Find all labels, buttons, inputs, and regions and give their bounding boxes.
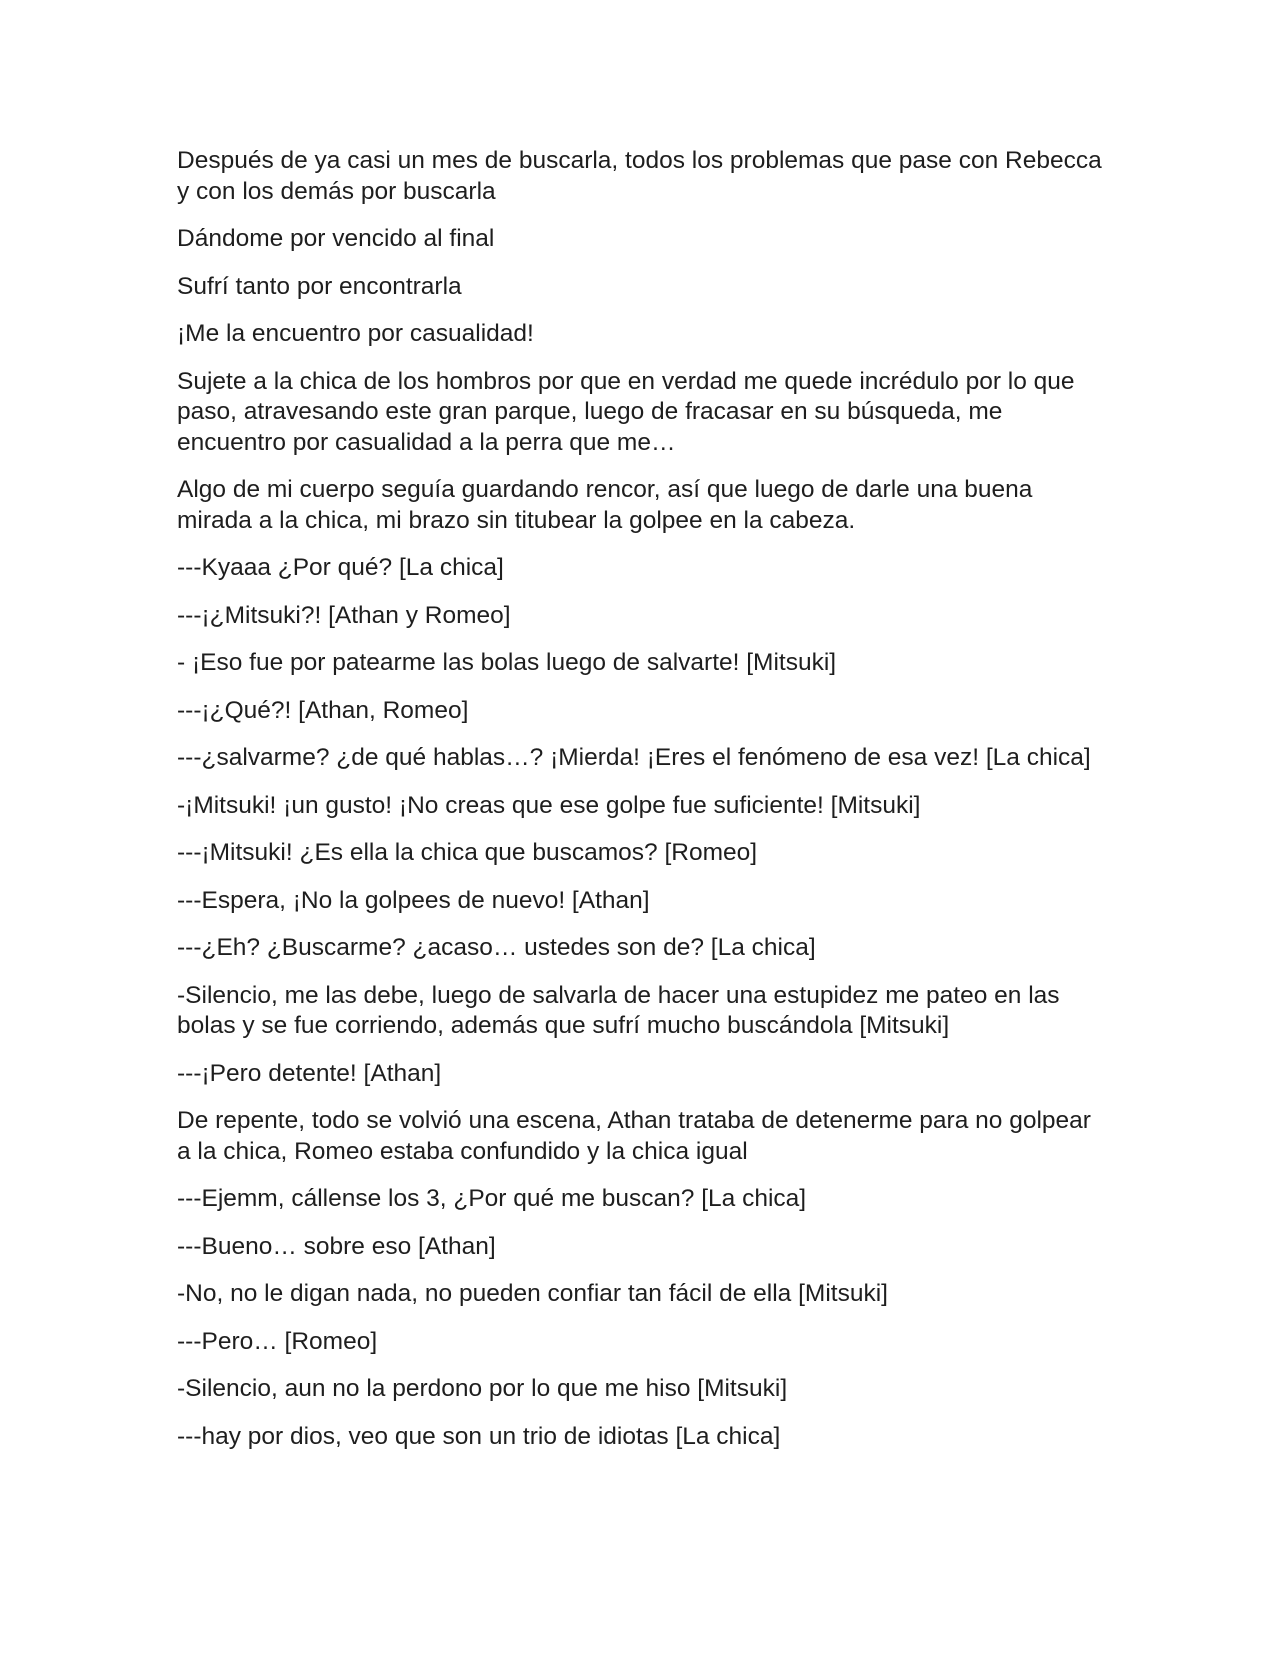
- dialogue-line: ---¡Mitsuki! ¿Es ella la chica que buscamos? [Romeo]: [177, 839, 758, 866]
- dialogue-line: - ¡Eso fue por patearme las bolas luego de salvarte! [Mitsuki]: [177, 649, 837, 676]
- dialogue-line: ---Pero… [Romeo]: [177, 1327, 378, 1355]
- paragraph: ¡Me la encuentro por casualidad!: [177, 320, 534, 347]
- dialogue-line: ---¡¿Mitsuki?! [Athan y Romeo]: [177, 601, 511, 629]
- paragraph: Algo de mi cuerpo seguía guardando rencor, así que luego de darle una buena mirada a la chica, mi brazo sin titubear la golpee en la cabeza.: [177, 476, 1033, 534]
- dialogue-line: -Silencio, me las debe, luego de salvarla de hacer una estupidez me pateo en las bolas y se fue corriendo, además que sufrí mucho buscándola [Mitsuki]: [177, 981, 1060, 1039]
- dialogue-line: -¡Mitsuki! ¡un gusto! ¡No creas que ese golpe fue suficiente! [Mitsuki]: [177, 791, 921, 819]
- dialogue-line: ---¡¿Qué?! [Athan, Romeo]: [177, 696, 469, 724]
- paragraph: Sujete a la chica de los hombros por que en verdad me quede incrédulo por lo que paso, atravesando este gran parque, luego de fracasar en su búsqueda, me encuentro por casualidad a la perra que me…: [177, 367, 1075, 456]
- dialogue-line: ---Ejemm, cállense los 3, ¿Por qué me buscan? [La chica]: [177, 1185, 807, 1212]
- dialogue-line: ---Espera, ¡No la golpees de nuevo! [Athan]: [177, 886, 650, 914]
- paragraph: Dándome por vencido al final: [177, 225, 495, 252]
- dialogue-line: ---hay por dios, veo que son un trio de idiotas [La chica]: [177, 1422, 781, 1450]
- dialogue-line: ---¡Pero detente! [Athan]: [177, 1059, 442, 1087]
- paragraph: Sufrí tanto por encontrarla: [177, 272, 462, 300]
- document-body: [177, 146, 1107, 1469]
- dialogue-line: ---Kyaaa ¿Por qué? [La chica]: [177, 554, 504, 581]
- dialogue-line: ---¿Eh? ¿Buscarme? ¿acaso… ustedes son de? [La chica]: [177, 934, 816, 961]
- paragraph: De repente, todo se volvió una escena, Athan trataba de detenerme para no golpear a la chica, Romeo estaba confundido y la chica igual: [177, 1107, 1091, 1165]
- dialogue-line: -Silencio, aun no la perdono por lo que me hiso [Mitsuki]: [177, 1375, 788, 1402]
- dialogue-line: ---¿salvarme? ¿de qué hablas…? ¡Mierda! ¡Eres el fenómeno de esa vez! [La chica]: [177, 744, 1091, 771]
- dialogue-line: ---Bueno… sobre eso [Athan]: [177, 1232, 496, 1260]
- paragraph: Después de ya casi un mes de buscarla, todos los problemas que pase con Rebecca y con los demás por buscarla: [177, 147, 1102, 205]
- dialogue-line: -No, no le digan nada, no pueden confiar tan fácil de ella [Mitsuki]: [177, 1280, 888, 1307]
